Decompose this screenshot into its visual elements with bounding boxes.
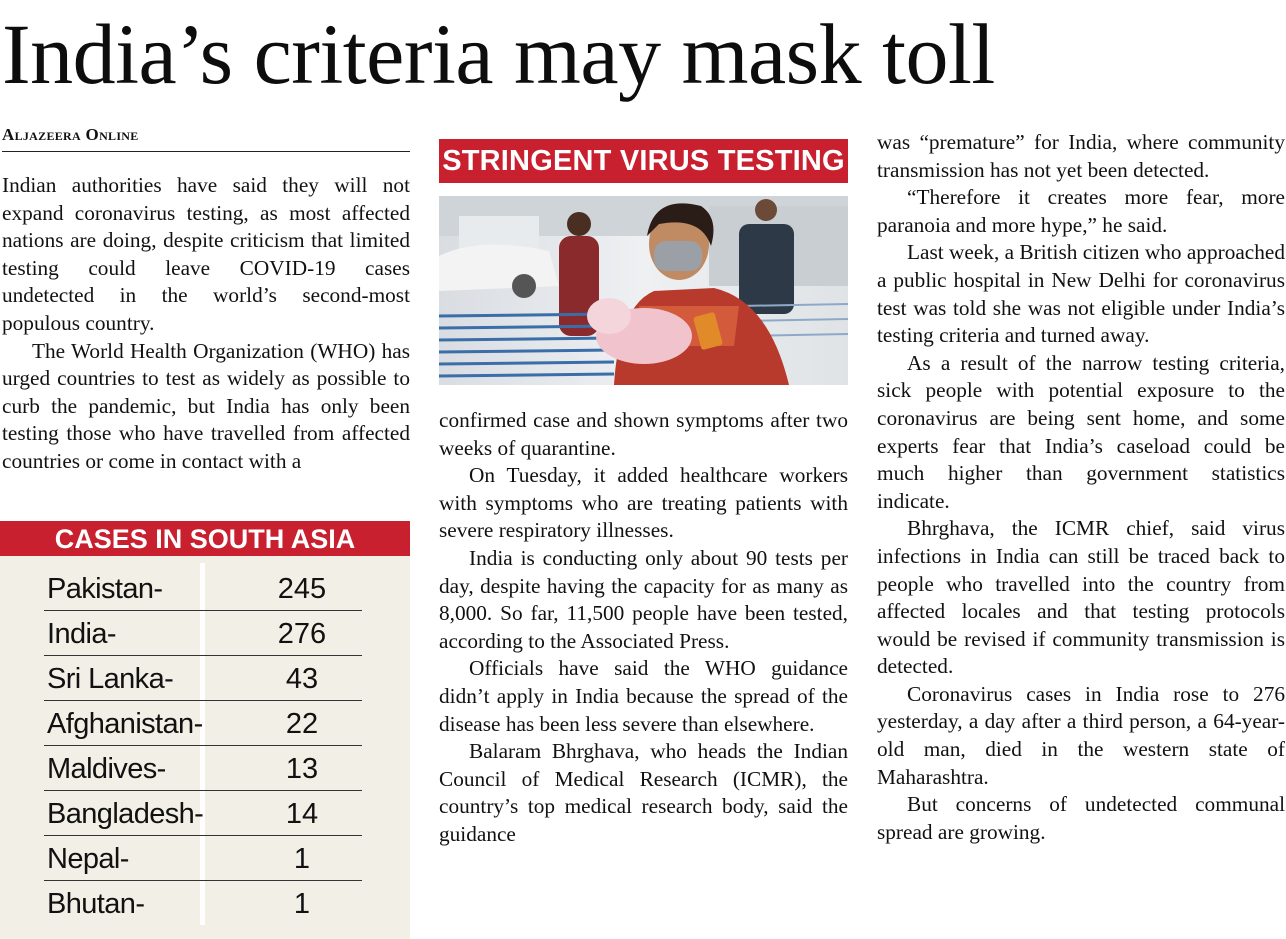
cases-row [44,836,362,881]
case-count: 1 [293,888,311,920]
country-name: Bhutan- [47,888,145,920]
cases-row [44,611,362,656]
country-name: Nepal- [47,843,129,875]
cases-row [44,881,362,925]
case-count: 14 [285,798,319,830]
paragraph: Indian authorities have said they will not expand coronavirus testing, as most affected nations are doing, despite criticism that limited testing could leave COVID-19 cases undetected in the world’s second-most populous country. [2,173,410,335]
headline: India’s criteria may mask toll [2,6,995,102]
case-count: 276 [277,618,327,650]
paragraph: was “premature” for India, where community transmission has not yet been detected. [877,130,1285,182]
country-name: Afghanistan- [47,708,203,740]
paragraph: “Therefore it creates more fear, more paranoia and more hype,” he said. [877,185,1285,237]
cases-row [44,791,362,836]
article-column-1 [2,172,410,476]
case-count: 1 [293,843,311,875]
cases-box-title: CASES IN SOUTH ASIA [0,521,410,556]
paragraph: Balaram Bhrghava, who heads the Indian Council of Medical Research (ICMR), the country’s top medical research body, said the guidance [439,739,848,846]
cases-row [44,566,362,611]
cases-row [44,746,362,791]
cases-row [44,701,362,746]
article-column-2 [439,407,848,849]
paragraph: Coronavirus cases in India rose to 276 yesterday, a day after a third person, a 64-year-old man, died in the western state of Maharashtra. [877,681,1285,789]
paragraph: India is conducting only about 90 tests per day, despite having the capacity for as many as 8,000. So far, 11,500 people have been tested, according to the Associated Press. [439,545,848,653]
paragraph: Bhrghava, the ICMR chief, said virus infections in India can still be traced back to people who travelled into the country from affected locales and that testing protocols would be revised if community transmission is detected. [877,516,1285,679]
paragraph: Officials have said the WHO guidance didn’t apply in India because the spread of the disease has been less severe than elsewhere. [439,656,848,736]
paragraph: Last week, a British citizen who approached a public hospital in New Delhi for coronavirus test was told she was not eligible under India’s testing criteria and turned away. [877,240,1285,348]
country-name: Pakistan- [47,573,163,605]
case-count: 245 [277,573,327,605]
country-name: Maldives- [47,753,166,785]
paragraph: But concerns of undetected communal spread are growing. [877,792,1285,844]
case-count: 13 [285,753,319,785]
case-count: 43 [285,663,319,695]
paragraph: As a result of the narrow testing criteria, sick people with potential exposure to the coronavirus are being sent home, and some experts fear that India’s caseload could be much higher than government statistics indicate. [877,350,1285,513]
country-name: India- [47,618,116,650]
country-name: Sri Lanka- [47,663,174,695]
article-column-3 [877,129,1285,846]
photo-kicker: STRINGENT VIRUS TESTING [439,139,848,183]
case-count: 22 [285,708,319,740]
paragraph: confirmed case and shown symptoms after two weeks of quarantine. [439,408,848,460]
cases-row [44,656,362,701]
country-name: Bangladesh- [47,798,204,830]
news-photo-illustration [439,196,848,385]
news-photo [439,196,848,385]
paragraph: On Tuesday, it added healthcare workers with symptoms who are treating patients with severe respiratory illnesses. [439,463,848,543]
byline: Aljazeera Online [2,125,410,152]
paragraph: The World Health Organization (WHO) has urged countries to test as widely as possible to curb the pandemic, but India has only been testing those who have travelled from affected countries or come in contact with a [2,338,410,473]
